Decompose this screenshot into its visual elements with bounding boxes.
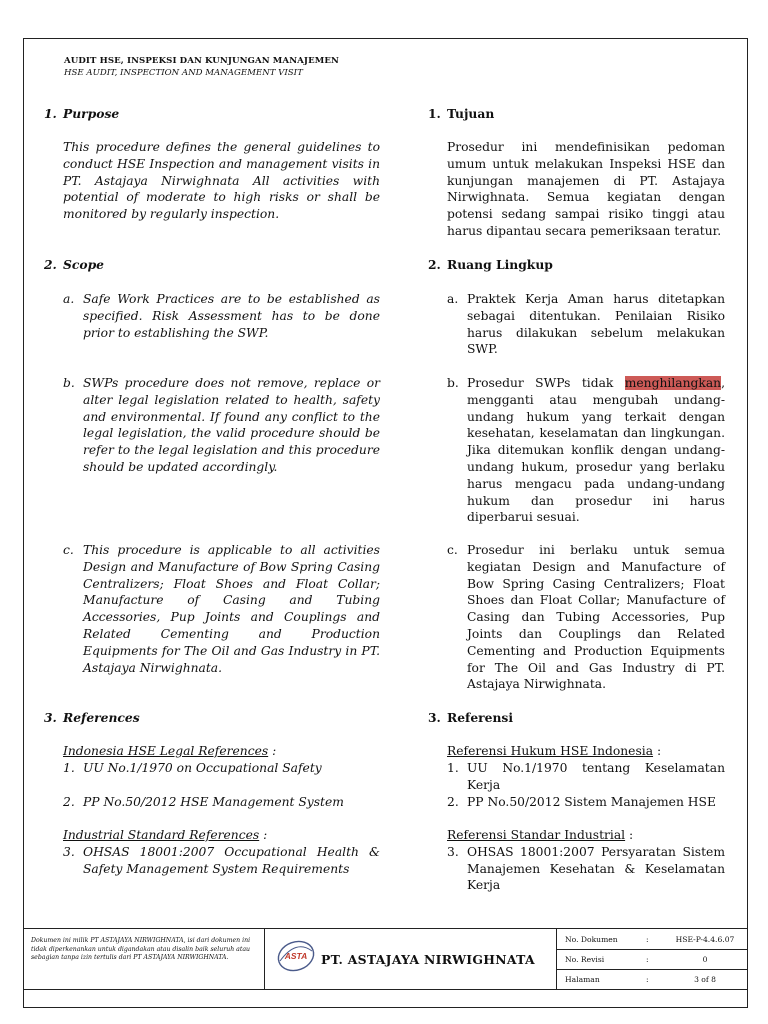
company-logo-icon (275, 935, 317, 977)
id-legal-colon: : (653, 744, 662, 758)
id-scope-item-b (447, 375, 725, 526)
en-scope-c-text: This procedure is applicable to all activities Design and Manufacture of Bow Spring Casing Centralizers; Float Shoes and Float Collar; Manufacture of Casing and Tubing Accessories, Pup Joints and Couplings and Related Cementing and Production Equipments for The Oil and Gas Industry in PT. Astajaya Nirwighnata. (83, 543, 380, 675)
en-scope-c-marker: c. (63, 543, 74, 557)
id-purpose-title: Tujuan (447, 106, 495, 121)
logo-text: ASTA (284, 951, 308, 961)
id-references-number: 3. (428, 710, 441, 725)
en-ref-1-text: UU No.1/1970 on Occupational Safety (83, 760, 322, 775)
en-scope-number: 2. (44, 257, 57, 272)
footer-disclaimer: Dokumen ini milik PT ASTAJAYA NIRWIGHNATA, isi dari dokumen ini tidak diperkenankan untuk digandakan atau disalin baik seluruh atau sebagian tanpa izin tertulis dari PT ASTAJAYA NIRWIGHNATA. (23, 929, 265, 989)
document-footer (23, 928, 748, 990)
en-scope-item-a (44, 291, 380, 341)
en-scope-title: Scope (63, 257, 104, 272)
en-references-heading (44, 710, 380, 727)
en-legal-colon: : (268, 744, 277, 758)
id-scope-a-marker: a. (447, 292, 459, 306)
id-scope-c-marker: c. (447, 543, 458, 557)
revision-row (557, 949, 748, 969)
en-purpose-number: 1. (44, 106, 57, 121)
en-scope-item-b (44, 375, 380, 476)
id-scope-b-text (467, 375, 725, 526)
page-label: Halaman (565, 975, 600, 984)
revision-value: 0 (702, 955, 708, 964)
id-ref-1-text: UU No.1/1970 tentang Keselamatan Kerja (467, 761, 725, 792)
id-scope-item-a (447, 291, 725, 358)
id-references-title: Referensi (447, 710, 513, 725)
id-ref-1 (447, 760, 725, 794)
en-industrial-heading: Industrial Standard References (63, 828, 260, 842)
en-scope-b-marker: b. (63, 376, 75, 390)
id-ref-3-text: OHSAS 18001:2007 Persyaratan Sistem Manajemen Kesehatan & Keselamatan Kerja (467, 844, 725, 893)
header-title-en: HSE AUDIT, INSPECTION AND MANAGEMENT VISIT (64, 68, 303, 78)
id-scope-b-marker: b. (447, 376, 459, 390)
id-scope-number: 2. (428, 257, 441, 272)
revision-label: No. Revisi (565, 955, 605, 964)
company-name: PT. ASTAJAYA NIRWIGHNATA (321, 952, 535, 967)
en-ref-2-marker: 2. (63, 795, 75, 809)
id-purpose-heading (428, 106, 726, 123)
en-ref-2-text: PP No.50/2012 HSE Management System (83, 795, 344, 809)
revision-colon: : (646, 955, 649, 964)
en-purpose-heading (44, 106, 380, 123)
en-industrial-colon: : (259, 828, 268, 842)
en-ref-3-text: OHSAS 18001:2007 Occupational Health & Safety Management System Requirements (83, 844, 380, 876)
en-scope-a-marker: a. (63, 292, 75, 306)
id-industrial-references (447, 827, 725, 894)
doc-number-value: HSE-P-4.4.6.07 (675, 935, 735, 944)
page-row (557, 969, 748, 989)
page-colon: : (646, 975, 649, 984)
id-ref-2-marker: 2. (447, 795, 459, 809)
en-ref-2 (44, 794, 380, 811)
en-industrial-references (44, 827, 380, 877)
id-legal-references (447, 743, 725, 760)
document-control-table (556, 929, 748, 989)
header-title-id: AUDIT HSE, INSPEKSI DAN KUNJUNGAN MANAJEMEN (64, 56, 339, 66)
id-scope-b-pre: Prosedur SWPs tidak (467, 376, 625, 390)
id-scope-item-c (447, 542, 725, 693)
id-industrial-colon: : (625, 828, 634, 842)
id-purpose-number: 1. (428, 106, 441, 121)
id-scope-b-post: , mengganti atau mengubah undang-undang hukum yang terkait dengan kesehatan, keselamatan dan lingkungan. Jika ditemukan konflik dengan undang-undang hukum, prosedur yang berlaku harus mengacu pada undang-undang hukum dan prosedur ini harus diperbarui sesuai. (467, 376, 725, 525)
id-scope-a-text: Praktek Kerja Aman harus ditetapkan sebagai ditentukan. Penilaian Risiko harus dilakukan sebelum melakukan SWP. (467, 292, 725, 357)
en-references-number: 3. (44, 710, 57, 725)
doc-number-colon: : (646, 935, 649, 944)
highlighted-word: menghilangkan (624, 376, 722, 390)
doc-number-label: No. Dokumen (565, 935, 618, 944)
id-scope-title: Ruang Lingkup (447, 257, 553, 272)
id-industrial-heading: Referensi Standar Industrial (447, 828, 626, 842)
id-ref-2-text: PP No.50/2012 Sistem Manajemen HSE (467, 795, 716, 809)
en-ref-3-marker: 3. (63, 844, 75, 859)
en-scope-heading (44, 257, 380, 274)
en-legal-heading: Indonesia HSE Legal References (63, 744, 269, 758)
en-scope-item-c (44, 542, 380, 676)
page-value: 3 of 8 (694, 975, 716, 984)
en-purpose-title: Purpose (63, 106, 120, 121)
id-references-heading (428, 710, 726, 727)
en-scope-a-text: Safe Work Practices are to be established as specified. Risk Assessment has to be done prior to establishing the SWP. (83, 292, 380, 340)
en-ref-1-marker: 1. (63, 760, 75, 775)
en-scope-b-text: SWPs procedure does not remove, replace or alter legal legislation related to health, safety and environmental. If found any conflict to the legal legislation, the valid procedure should be refer to the legal legislation and this procedure should be updated accordingly. (83, 376, 380, 474)
id-scope-heading (428, 257, 726, 274)
en-legal-references (44, 743, 380, 777)
id-legal-heading: Referensi Hukum HSE Indonesia (447, 744, 654, 758)
id-purpose-text: Prosedur ini mendefinisikan pedoman umum untuk melakukan Inspeksi HSE dan kunjungan manajemen di PT. Astajaya Nirwighnata. Semua kegiatan dengan potensi sedang sampai risiko tinggi atau harus dipantau secara pemeriksaan teratur. (447, 140, 725, 238)
en-references-title: References (63, 710, 140, 725)
document-header (64, 55, 339, 79)
id-ref-1-marker: 1. (447, 761, 459, 775)
doc-number-row (557, 929, 748, 949)
id-ref-3-marker: 3. (447, 844, 459, 859)
id-ref-2 (447, 794, 725, 811)
en-purpose-text: This procedure defines the general guidelines to conduct HSE Inspection and management visits in PT. Astajaya Nirwighnata All activities with potential of moderate to high risks or shall be monitored by regularly inspection. (63, 140, 380, 222)
id-scope-c-text: Prosedur ini berlaku untuk semua kegiatan Design and Manufacture of Bow Spring Casing Centralizers; Float Shoes dan Float Collar; Manufacture of Casing dan Tubing Accessories, Pup Joints dan Couplings dan Related Cementing and Production Equipments for The Oil and Gas Industry di PT. Astajaya Nirwighnata. (467, 543, 725, 692)
